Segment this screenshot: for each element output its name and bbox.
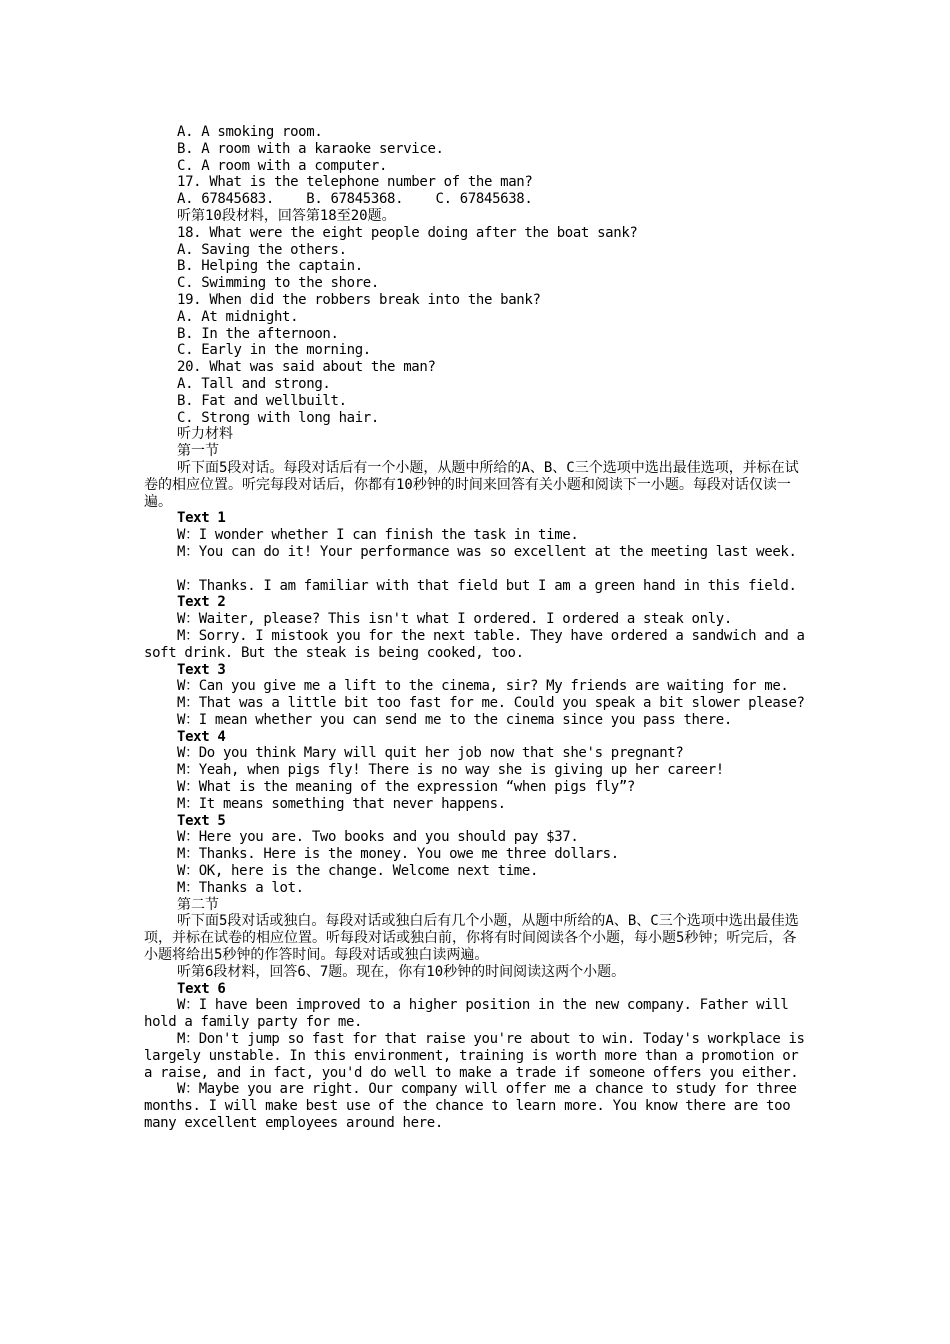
- text-line: A. Saving the others.: [177, 241, 347, 258]
- text-line: 19. When did the robbers break into the bank?: [177, 291, 541, 308]
- text-line: A. Tall and strong.: [177, 375, 331, 392]
- text-line: M：That was a little bit too fast for me. Could you speak a bit slower please?: [177, 695, 805, 712]
- text-line: 第二节: [177, 896, 219, 913]
- document-page: [144, 124, 813, 1132]
- text-line: 听下面5段对话。每段对话后有一个小题，从题中所给的A、B、C三个选项中选出最佳选项，并标在试卷的相应位置。听完每段对话后，你都有10秒钟的时间来回答有关小题和阅读下一小题。每段对话仅读一遍。: [144, 459, 799, 510]
- text-line: 17. What is the telephone number of the man?: [177, 174, 533, 191]
- text-line: C. Strong with long hair.: [177, 409, 379, 426]
- text-line: M：Sorry. I mistook you for the next table. They have ordered a sandwich and a soft drink. But the steak is being cooked, too.: [144, 627, 813, 661]
- text-line: W：Waiter, please? This isn't what I ordered. I ordered a steak only.: [177, 611, 732, 628]
- text-line: B. In the afternoon.: [177, 325, 339, 342]
- text-line: 20. What was said about the man?: [177, 359, 436, 376]
- section-heading: Text 4: [177, 728, 226, 745]
- text-line: W：What is the meaning of the expression “when pigs fly”?: [177, 779, 635, 796]
- text-line: 听下面5段对话或独白。每段对话或独白后有几个小题，从题中所给的A、B、C三个选项中选出最佳选项，并标在试卷的相应位置。听每段对话或独白前，你将有时间阅读各个小题，每小题5秒钟；听完后，各小题将给出5秒钟的作答时间。每段对话或独白读两遍。: [144, 913, 799, 964]
- text-line: B. Helping the captain.: [177, 258, 363, 275]
- section-heading: Text 2: [177, 594, 226, 611]
- text-line: C. Early in the morning.: [177, 342, 371, 359]
- text-line: W：I have been improved to a higher position in the new company. Father will hold a family party for me.: [144, 997, 797, 1031]
- text-line: W：Can you give me a lift to the cinema, sir? My friends are waiting for me.: [177, 678, 789, 695]
- text-line: W：Do you think Mary will quit her job now that she's pregnant?: [177, 745, 684, 762]
- text-line: 听第10段材料，回答第18至20题。: [177, 207, 396, 224]
- text-line: W：Thanks. I am familiar with that field but I am a green hand in this field.: [177, 577, 797, 594]
- text-line: W：I mean whether you can send me to the cinema since you pass there.: [177, 711, 732, 728]
- text-line: W：Here you are. Two books and you should pay $37.: [177, 829, 579, 846]
- text-line: 第一节: [177, 443, 219, 460]
- blank-line: [144, 561, 808, 578]
- text-line: A. A smoking room.: [177, 124, 323, 140]
- text-line: B. Fat and wellbuilt.: [177, 392, 347, 409]
- text-line: M：Thanks a lot.: [177, 879, 304, 896]
- text-line: 听力材料: [177, 426, 233, 443]
- text-line: C. A room with a computer.: [177, 157, 388, 174]
- text-line: M：Yeah, when pigs fly! There is no way she is giving up her career!: [177, 762, 724, 779]
- text-line: A. At midnight.: [177, 308, 299, 325]
- text-line: A. 67845683. B. 67845368. C. 67845638.: [177, 191, 533, 208]
- section-heading: Text 6: [177, 980, 226, 997]
- text-line: M：Don't jump so fast for that raise you're about to win. Today's workplace is largely unstable. In this environment, training is worth more than a promotion or a raise, and in fact, you'd do well to make a trade if someone offers you either.: [144, 1031, 813, 1081]
- section-heading: Text 1: [177, 510, 226, 527]
- section-heading: Text 5: [177, 812, 226, 829]
- text-line: M：Thanks. Here is the money. You owe me three dollars.: [177, 846, 619, 863]
- text-line: W：Maybe you are right. Our company will offer me a chance to study for three months. I will make best use of the chance to learn more. You know there are too many excellent employees around here.: [144, 1081, 805, 1132]
- text-line: W：I wonder whether I can finish the task in time.: [177, 527, 579, 544]
- text-line: M：It means something that never happens.: [177, 795, 506, 812]
- text-line: 18. What were the eight people doing after the boat sank?: [177, 224, 638, 241]
- text-line: M：You can do it! Your performance was so excellent at the meeting last week.: [177, 543, 797, 560]
- text-line: B. A room with a karaoke service.: [177, 140, 444, 157]
- text-line: W：OK, here is the change. Welcome next time.: [177, 863, 539, 880]
- text-line: C. Swimming to the shore.: [177, 275, 379, 292]
- text-line: 听第6段材料，回答6、7题。现在，你有10秒钟的时间阅读这两个小题。: [177, 963, 626, 980]
- section-heading: Text 3: [177, 661, 226, 678]
